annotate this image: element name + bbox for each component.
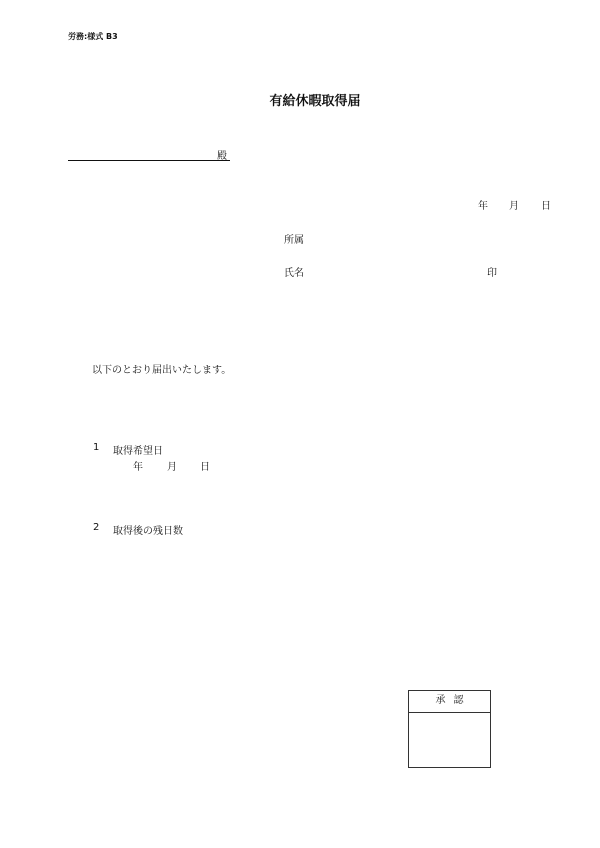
form-code: 労務:様式 B3: [68, 32, 118, 41]
item-1-year-label: 年: [133, 462, 143, 473]
document-title: 有給休暇取得届: [269, 94, 361, 109]
date-year-label: 年: [478, 201, 488, 212]
approval-label: 承認: [435, 695, 472, 706]
item-2-number: 2: [93, 522, 100, 533]
date-month-label: 月: [509, 201, 519, 212]
seal-label: 印: [487, 268, 497, 279]
affiliation-label: 所属: [284, 235, 304, 246]
approval-header: [409, 691, 490, 713]
item-1-label: 取得希望日: [113, 446, 163, 457]
date-day-label: 日: [541, 201, 551, 212]
name-label: 氏名: [284, 268, 304, 279]
intro-text: 以下のとおり届出いたします。: [92, 365, 232, 376]
item-1-number: 1: [93, 442, 100, 453]
approval-box: [408, 690, 491, 768]
approval-stamp-area: [409, 713, 490, 767]
item-1-day-label: 日: [200, 462, 210, 473]
addressee-honorific: 殿: [217, 151, 227, 162]
addressee-line: [68, 160, 230, 161]
item-1-month-label: 月: [167, 462, 177, 473]
item-2-label: 取得後の残日数: [113, 526, 183, 537]
